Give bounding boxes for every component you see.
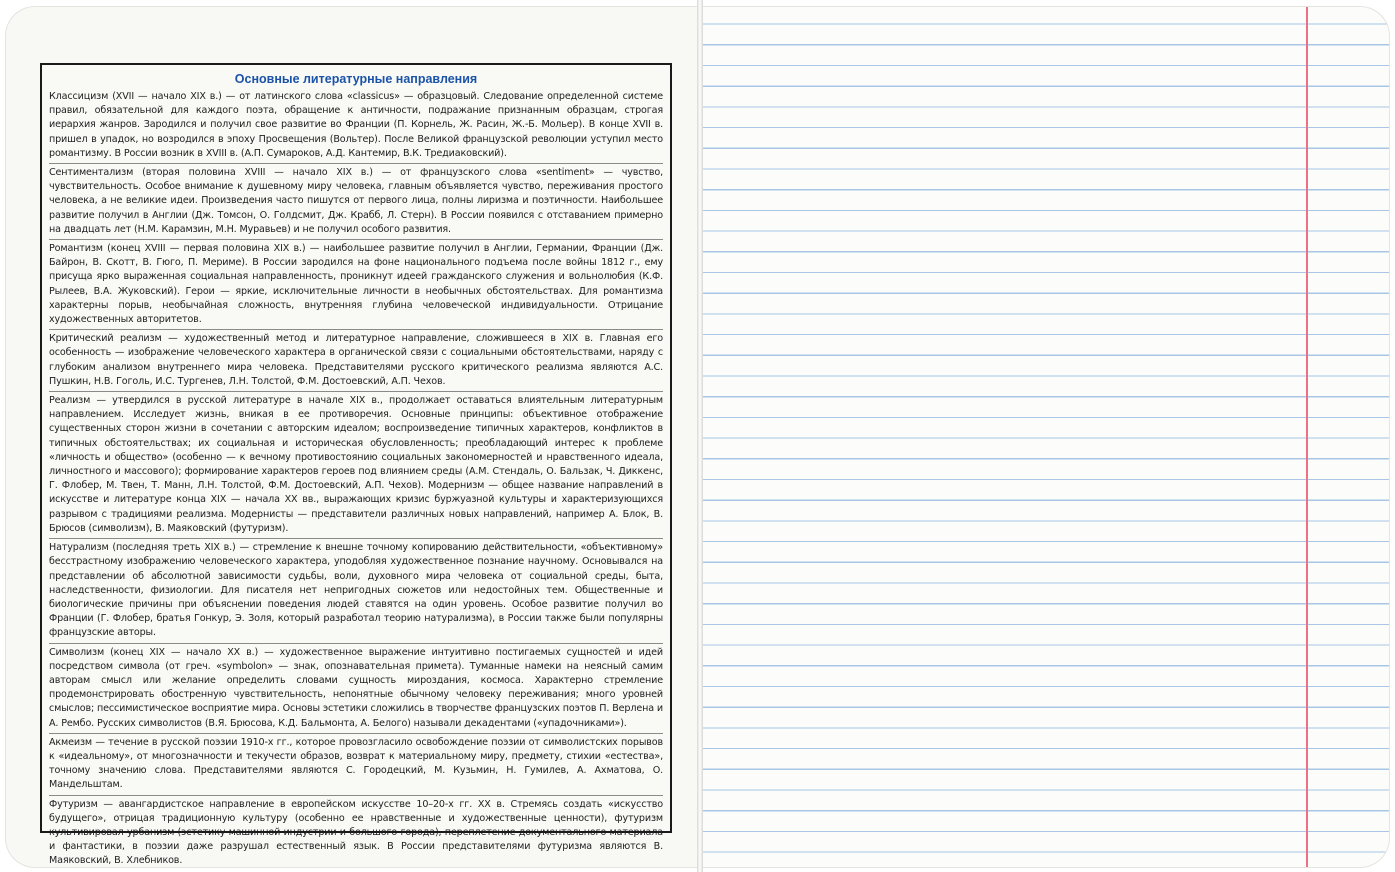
entry-classicism: Классицизм (XVII — начало XIX в.) — от латинского слова «classicus» — образцовый. Следование определенной системе правил, обязательной для каждого поэта, обращение к античности, подражание признанным образцам, строгая иерархия жанров. Зародился и получил свое развитие во Франции (П. Корнель, Ж. Расин, Ж.-Б. Мольер). В конце XVII в. пришел в упадок, но возродился в эпоху Просвещения (Вольтер). После Великой французской революции уступил место романтизму. В России возник в XVIII в. (А.П. Сумароков, А.Д. Кантемир, В.К. Тредиаковский).	[49, 91, 663, 159]
entry-naturalism: Натурализм (последняя треть XIX в.) — стремление к внешне точному копированию действительности, «объективному» бесстрастному изображению человеческого характера, уподобляя художественное познание научному. Основывался на представлении об абсолютной зависимости судьбы, воли, духовного мира человека от социальной среды, быта, наследственности, физиологии. Для писателя нет непригодных сюжетов или недостойных тем. Общественные и биологические причины при объяснении поведения людей ставятся на один уровень. Особое развитие получил во Франции (Г. Флобер, братья Гонкур, Э. Золя, который разработал теорию натурализма), в России также были популярны французские авторы.	[49, 542, 663, 639]
entry-futurism: Футуризм — авангардистское направление в европейском искусстве 10–20-х гг. XX в. Стремясь создать «искусство будущего», отрицая традиционную культуру (особенно ее нравственные и художественные ценности), футуризм культивировал урбанизм (эстетику машинной индустрии и большого города), переплетение документального материала и фантастики, в поэзии даже разрушал естественный язык. В России представителями футуризма являются В. Маяковский, В. Хлебников.	[49, 798, 664, 867]
entry-divider	[49, 239, 663, 240]
entry-divider	[49, 391, 663, 392]
entry-symbolism: Символизм (конец XIX — начало XX в.) — художественное выражение интуитивно постигаемых сущностей и идей посредством символа (от греч. «symbolon» — знак, опознавательная примета). Туманные намеки на неясный самим авторам смысл или желание определить словами сущность мироздания, космоса. Характерно стремление продемонстрировать обостренную чувствительность, непонятные обычному человеку переживания; много уровней смыслов; пессимистическое восприятие мира. Основы эстетики сложились в творчестве французских поэтов П. Верлена и А. Рембо. Русских символистов (В.Я. Брюсова, К.Д. Бальмонта, А. Белого) называли декадентами («упадочниками»).	[49, 646, 663, 729]
left-page	[5, 6, 697, 868]
entry-sentimentalism: Сентиментализм (вторая половина XVIII — начало XIX в.) — от французского слова «sentiment» — чувство, чувствительность. Особое внимание к душевному миру человека, главным объявляется чувство, переживания простого человека, а не великие идеи. Произведения часто пишутся от первого лица, полны лиризма и поэтичности. Наибольшее развитие получил в Англии (Дж. Томсон, О. Голдсмит, Дж. Крабб, Л. Стерн). В России появился с отставанием примерно на двадцать лет (Н.М. Карамзин, М.Н. Муравьев) и не получил особого развития.	[49, 167, 663, 235]
right-page-ruled	[703, 6, 1390, 868]
literary-movements-box	[40, 63, 672, 867]
entry-critical-realism: Критический реализм — художественный метод и литературное направление, сложившееся в XIX в. Главная его особенность — изображение человеческого характера в органической связи с социальными обстоятельствами, наряду с глубоким анализом внутреннего мира человека. Представителями русского критического реализма являются А.С. Пушкин, Н.В. Гоголь, И.С. Тургенев, Л.Н. Толстой, Ф.М. Достоевский, А.П. Чехов.	[49, 333, 663, 387]
entry-divider	[49, 329, 663, 330]
entry-divider	[49, 643, 663, 644]
entry-divider	[49, 795, 663, 796]
entry-divider	[49, 163, 663, 164]
entry-romanticism: Романтизм (конец XVIII — первая половина XIX в.) — наибольшее развитие получил в Англии, Германии, Франции (Дж. Байрон, В. Скотт, В. Гюго, П. Мериме). В России зародился на фоне национального подъема после войны 1812 г., ему присуща ярко выраженная социальная направленность, проникнут идеей гражданского служения и вольнолюбия (К.Ф. Рылеев, В.А. Жуковский). Герои — яркие, исключительные личности в необычных обстоятельствах. Для романтизма характерны порыв, необычайная сложность, внутренняя глубина человеческой индивидуальности. Отрицание художественных авторитетов.	[49, 243, 663, 326]
entry-divider	[49, 538, 663, 539]
entry-acmeism: Акмеизм — течение в русской поэзии 1910-х гг., которое провозгласило освобождение поэзии от символистских порывов к «идеальному», от многозначности и текучести образов, возврат к материальному миру, предмету, стихии «естества», точному значению слова. Представителями являются С. Городецкий, М. Кузьмин, Н. Гумилев, А. Ахматова, О. Мандельштам.	[49, 736, 663, 791]
margin-line	[1306, 7, 1308, 867]
entry-realism: Реализм — утвердился в русской литературе в начале XIX в., продолжает оставаться влиятельным литературным направлением. Исследует жизнь, вникая в ее противоречия. Основные принципы: объективное отображение существенных сторон жизни в сочетании с авторским идеалом; воспроизведение типичных характеров, конфликтов в типичных обстоятельствах; их социальная и историческая обусловленность; преобладающий интерес к проблеме «личность и общество» (особенно — к вечному противостоянию социальных закономерностей и нравственного идеала, личностного и массового); формирование характеров героев под влиянием среды (А.М. Стендаль, О. Бальзак, Ч. Диккенс, Г. Флобер, М. Твен, Т. Манн, Л.Н. Толстой, Ф.М. Достоевский, А.П. Чехов). Модернизм — общее название направлений в искусстве и литературе конца XIX — начала XX вв., выражающих кризис буржуазной культуры и характеризующихся разрывом с традициями реализма. Модернисты — представители различных новых направлений, например А. Блок, В. Брюсов (символизм), В. Маяковский (футуризм).	[49, 395, 663, 534]
entry-divider	[49, 733, 663, 734]
box-title: Основные литературные направления	[234, 72, 478, 86]
